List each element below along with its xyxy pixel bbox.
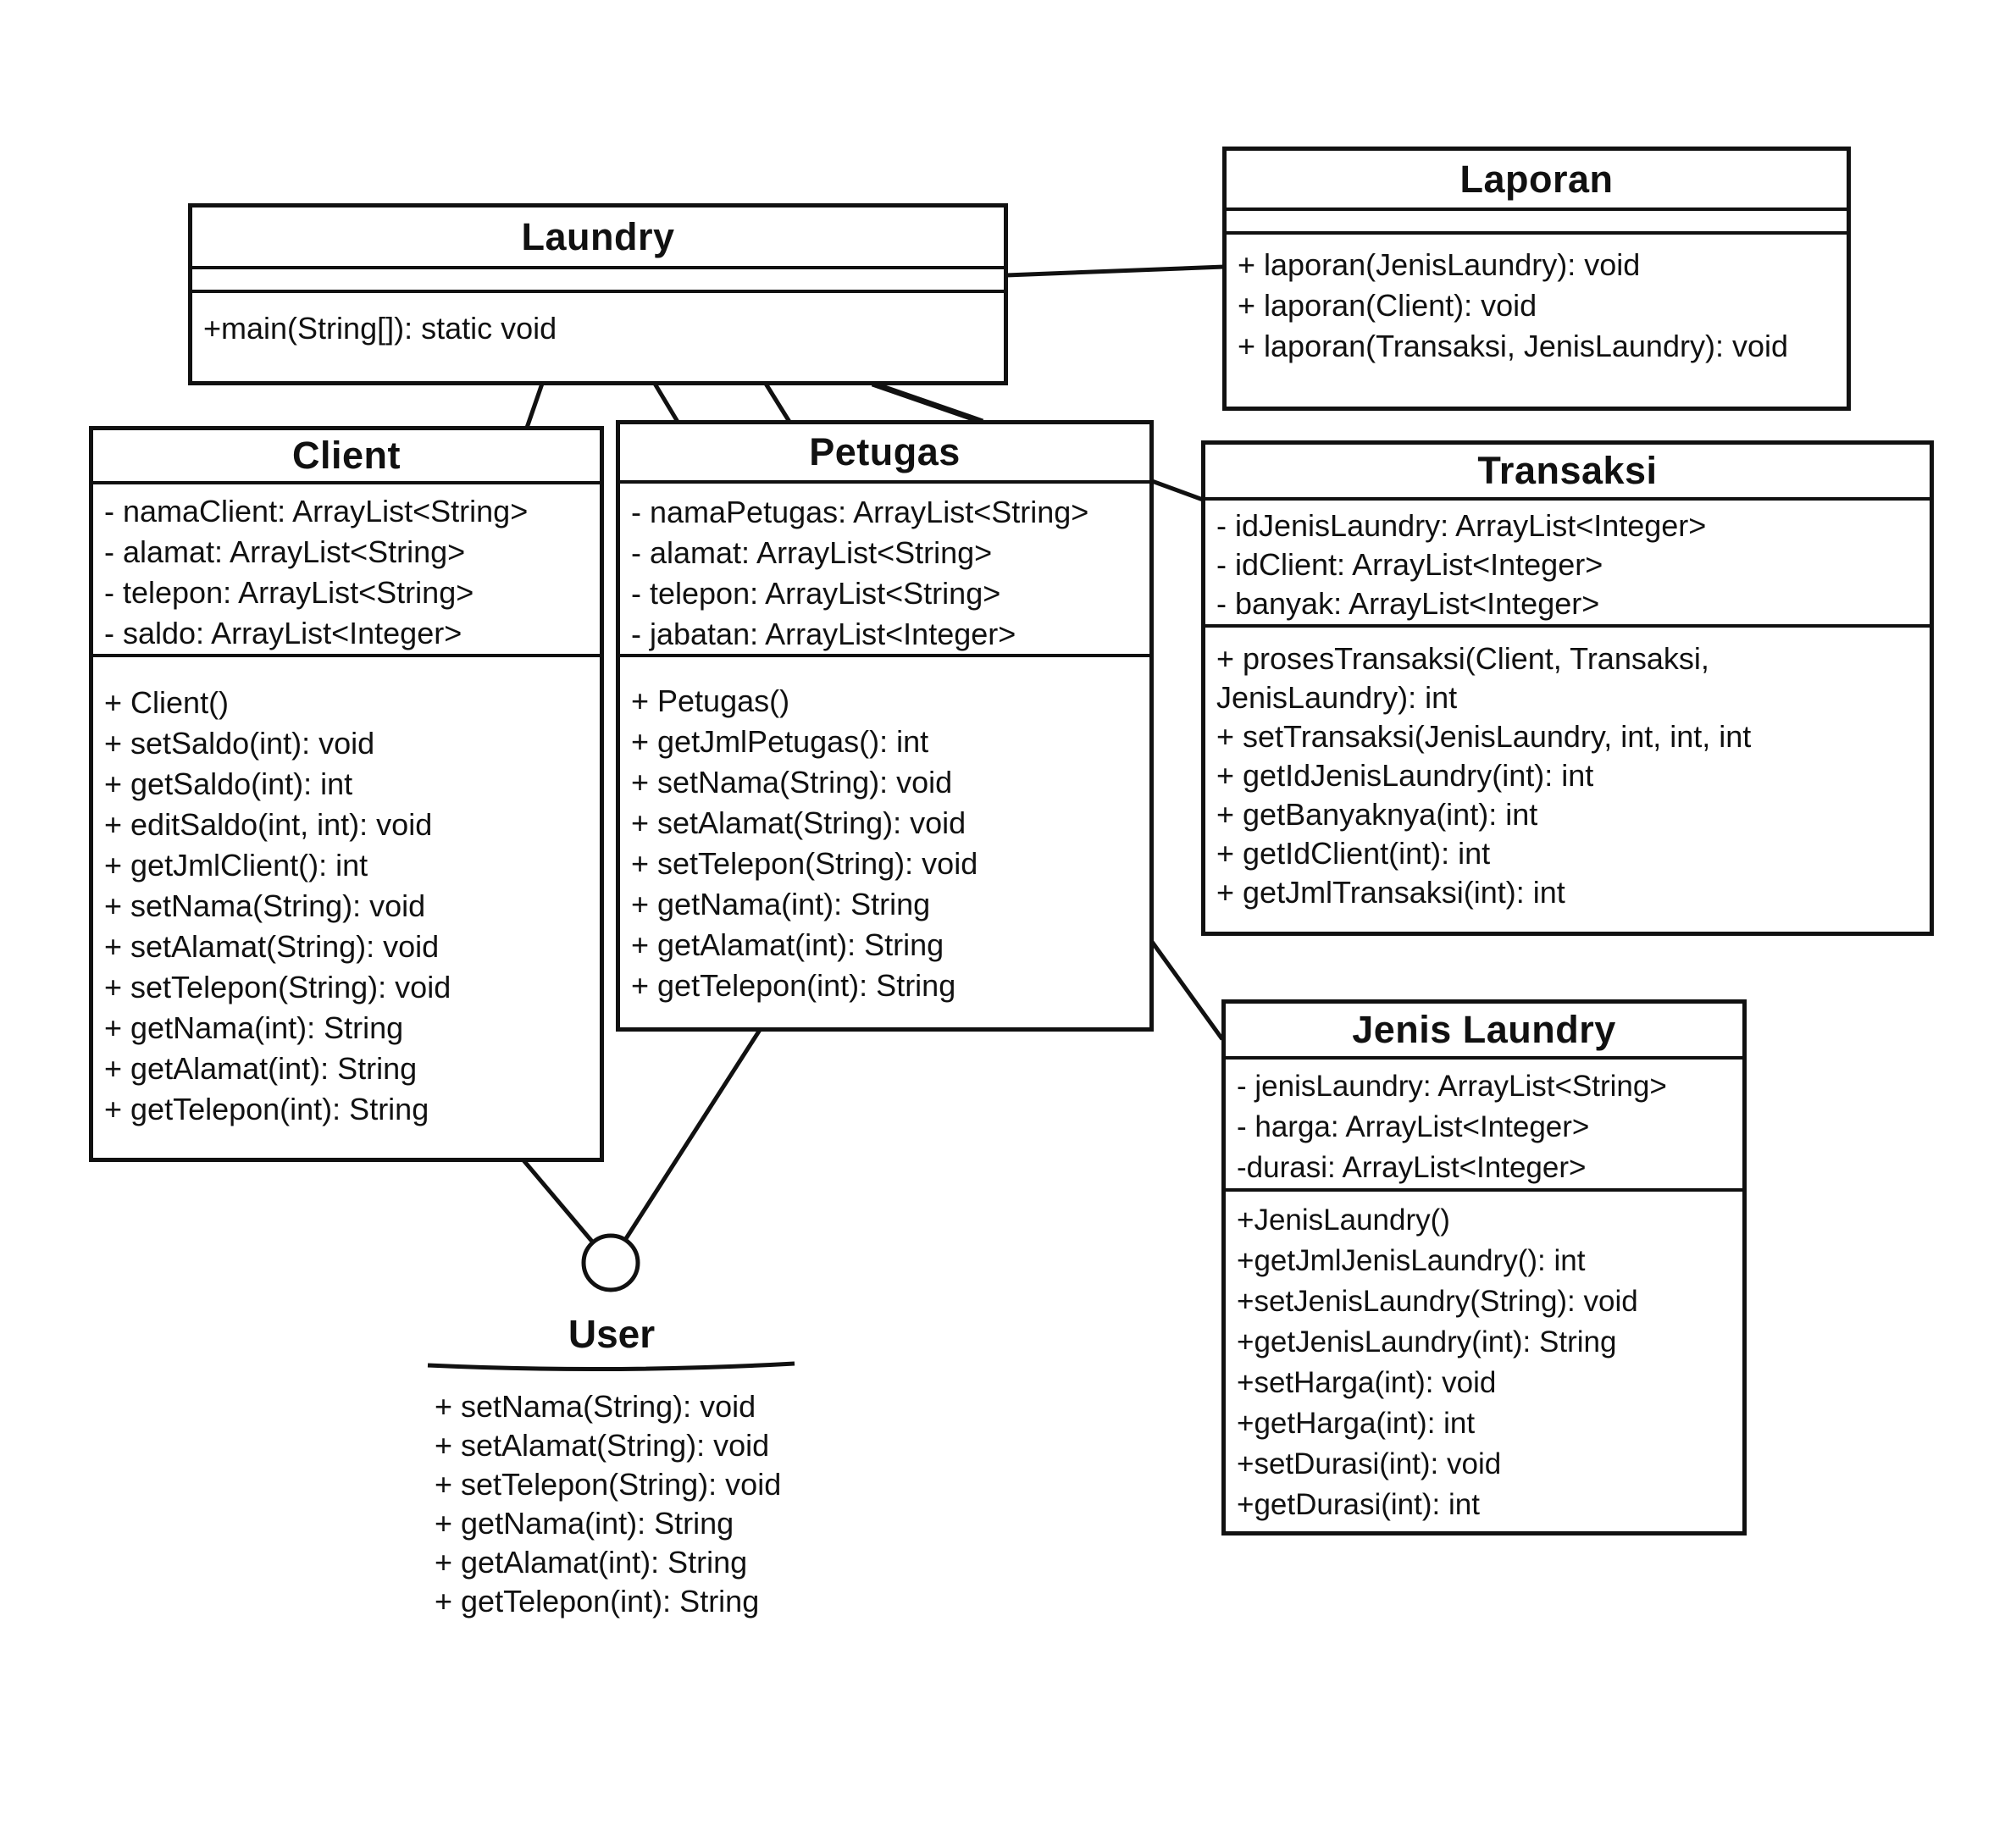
edge-petugas-user	[625, 1030, 760, 1240]
method-line: +getJenisLaundry(int): String	[1237, 1325, 1617, 1358]
class-client-attributes	[93, 484, 600, 657]
method-line: + getNama(int): String	[104, 1010, 404, 1045]
attribute-line: - saldo: ArrayList<Integer>	[104, 616, 462, 650]
attribute-line: - namaPetugas: ArrayList<String>	[631, 495, 1089, 529]
method-line: + getAlamat(int): String	[435, 1545, 748, 1580]
class-laporan-methods	[1227, 235, 1847, 367]
class-laundry	[188, 203, 1008, 385]
class-transaksi-title: Transaksi	[1205, 445, 1930, 501]
method-line: +getJmlJenisLaundry(): int	[1237, 1244, 1586, 1277]
method-line: + setTelepon(String): void	[104, 970, 451, 1004]
attribute-line: - harga: ArrayList<Integer>	[1237, 1110, 1590, 1143]
class-laporan-title: Laporan	[1227, 151, 1847, 211]
attribute-line: - alamat: ArrayList<String>	[104, 534, 466, 569]
method-line: + getJmlTransaksi(int): int	[1216, 875, 1565, 910]
attribute-line: - alamat: ArrayList<String>	[631, 535, 993, 570]
interface-user-methods	[435, 1387, 781, 1621]
method-line: + getIdJenisLaundry(int): int	[1216, 758, 1594, 793]
class-transaksi-attributes	[1205, 501, 1930, 628]
attribute-line: - telepon: ArrayList<String>	[631, 576, 1001, 611]
method-line: + Petugas()	[631, 683, 790, 718]
method-line: + setNama(String): void	[631, 765, 953, 800]
class-jenis-laundry-title: Jenis Laundry	[1226, 1004, 1742, 1060]
method-line: JenisLaundry): int	[1216, 680, 1458, 715]
class-jenis-laundry-methods	[1226, 1192, 1742, 1525]
edge-laundry-petugas-3	[872, 384, 983, 422]
method-line: +setJenisLaundry(String): void	[1237, 1285, 1638, 1318]
class-petugas-title: Petugas	[620, 424, 1149, 484]
method-line: +JenisLaundry()	[1237, 1204, 1450, 1237]
attribute-line: - idClient: ArrayList<Integer>	[1216, 547, 1603, 582]
method-line: + setNama(String): void	[435, 1389, 756, 1424]
method-line: + editSaldo(int, int): void	[104, 807, 433, 842]
class-transaksi	[1201, 440, 1934, 936]
class-petugas	[616, 420, 1154, 1032]
edge-laundry-petugas-1	[655, 384, 678, 422]
class-transaksi-methods	[1205, 628, 1930, 912]
edge-laundry-laporan	[1006, 267, 1224, 275]
class-jenis-laundry	[1221, 999, 1747, 1536]
edge-client-user	[523, 1160, 593, 1242]
method-line: + getJmlPetugas(): int	[631, 724, 929, 759]
method-line: + laporan(Transaksi, JenisLaundry): void	[1238, 329, 1788, 363]
method-line: + prosesTransaksi(Client, Transaksi,	[1216, 641, 1709, 676]
attribute-line: - idJenisLaundry: ArrayList<Integer>	[1216, 508, 1707, 543]
method-line: + getSaldo(int): int	[104, 766, 353, 801]
edge-petugas-jenislaundry	[1152, 942, 1222, 1039]
interface-lollipop-circle	[584, 1236, 638, 1290]
method-line: + setSaldo(int): void	[104, 726, 375, 761]
method-line: + getJmlClient(): int	[104, 848, 368, 883]
class-laundry-title: Laundry	[192, 208, 1004, 269]
attribute-line: - telepon: ArrayList<String>	[104, 575, 474, 610]
method-line: + setAlamat(String): void	[631, 805, 966, 840]
edge-laundry-petugas-2	[766, 384, 789, 422]
method-line: + getTelepon(int): String	[435, 1584, 760, 1618]
interface-user-title: User	[568, 1312, 656, 1356]
class-laundry-attributes-empty	[192, 269, 1004, 293]
method-line: + setTelepon(String): void	[435, 1467, 782, 1502]
method-line: + setTransaksi(JenisLaundry, int, int, int	[1216, 719, 1752, 754]
class-client-title: Client	[93, 430, 600, 484]
edge-petugas-transaksi	[1152, 481, 1203, 500]
attribute-line: -durasi: ArrayList<Integer>	[1237, 1151, 1587, 1184]
method-line: + laporan(Client): void	[1238, 288, 1537, 323]
method-line: + getTelepon(int): String	[104, 1092, 429, 1126]
method-line: + getAlamat(int): String	[631, 927, 944, 962]
method-line: + getTelepon(int): String	[631, 968, 956, 1003]
method-line: +getDurasi(int): int	[1237, 1488, 1480, 1521]
method-line: + setNama(String): void	[104, 888, 426, 923]
class-client	[89, 426, 604, 1162]
method-line: + getNama(int): String	[631, 887, 931, 921]
method-line: + setAlamat(String): void	[104, 929, 440, 964]
method-line: + laporan(JenisLaundry): void	[1238, 247, 1641, 282]
method-line: + setAlamat(String): void	[435, 1428, 770, 1463]
method-line: + Client()	[104, 685, 230, 720]
edge-laundry-client	[527, 384, 542, 428]
attribute-line: - jabatan: ArrayList<Integer>	[631, 617, 1016, 651]
attribute-line: - jenisLaundry: ArrayList<String>	[1237, 1070, 1667, 1103]
method-line: + setTelepon(String): void	[631, 846, 978, 881]
class-petugas-attributes	[620, 484, 1149, 657]
method-line: +getHarga(int): int	[1237, 1407, 1476, 1440]
method-line: + getIdClient(int): int	[1216, 836, 1491, 871]
method-line: + getBanyaknya(int): int	[1216, 797, 1538, 832]
method-line: +setHarga(int): void	[1237, 1366, 1497, 1399]
attribute-line: - namaClient: ArrayList<String>	[104, 494, 529, 528]
class-client-methods	[93, 657, 600, 1130]
class-laundry-methods	[192, 293, 1004, 349]
method-line: + getAlamat(int): String	[104, 1051, 418, 1086]
class-petugas-methods	[620, 657, 1149, 1006]
attribute-line: - banyak: ArrayList<Integer>	[1216, 586, 1600, 621]
user-title-underline	[428, 1364, 795, 1370]
class-laporan	[1222, 147, 1851, 411]
class-jenis-laundry-attributes	[1226, 1060, 1742, 1192]
method-line: +setDurasi(int): void	[1237, 1447, 1502, 1480]
method-line: + getNama(int): String	[435, 1506, 734, 1541]
class-laporan-attributes-empty	[1227, 211, 1847, 235]
method-line: +main(String[]): static void	[203, 311, 557, 346]
